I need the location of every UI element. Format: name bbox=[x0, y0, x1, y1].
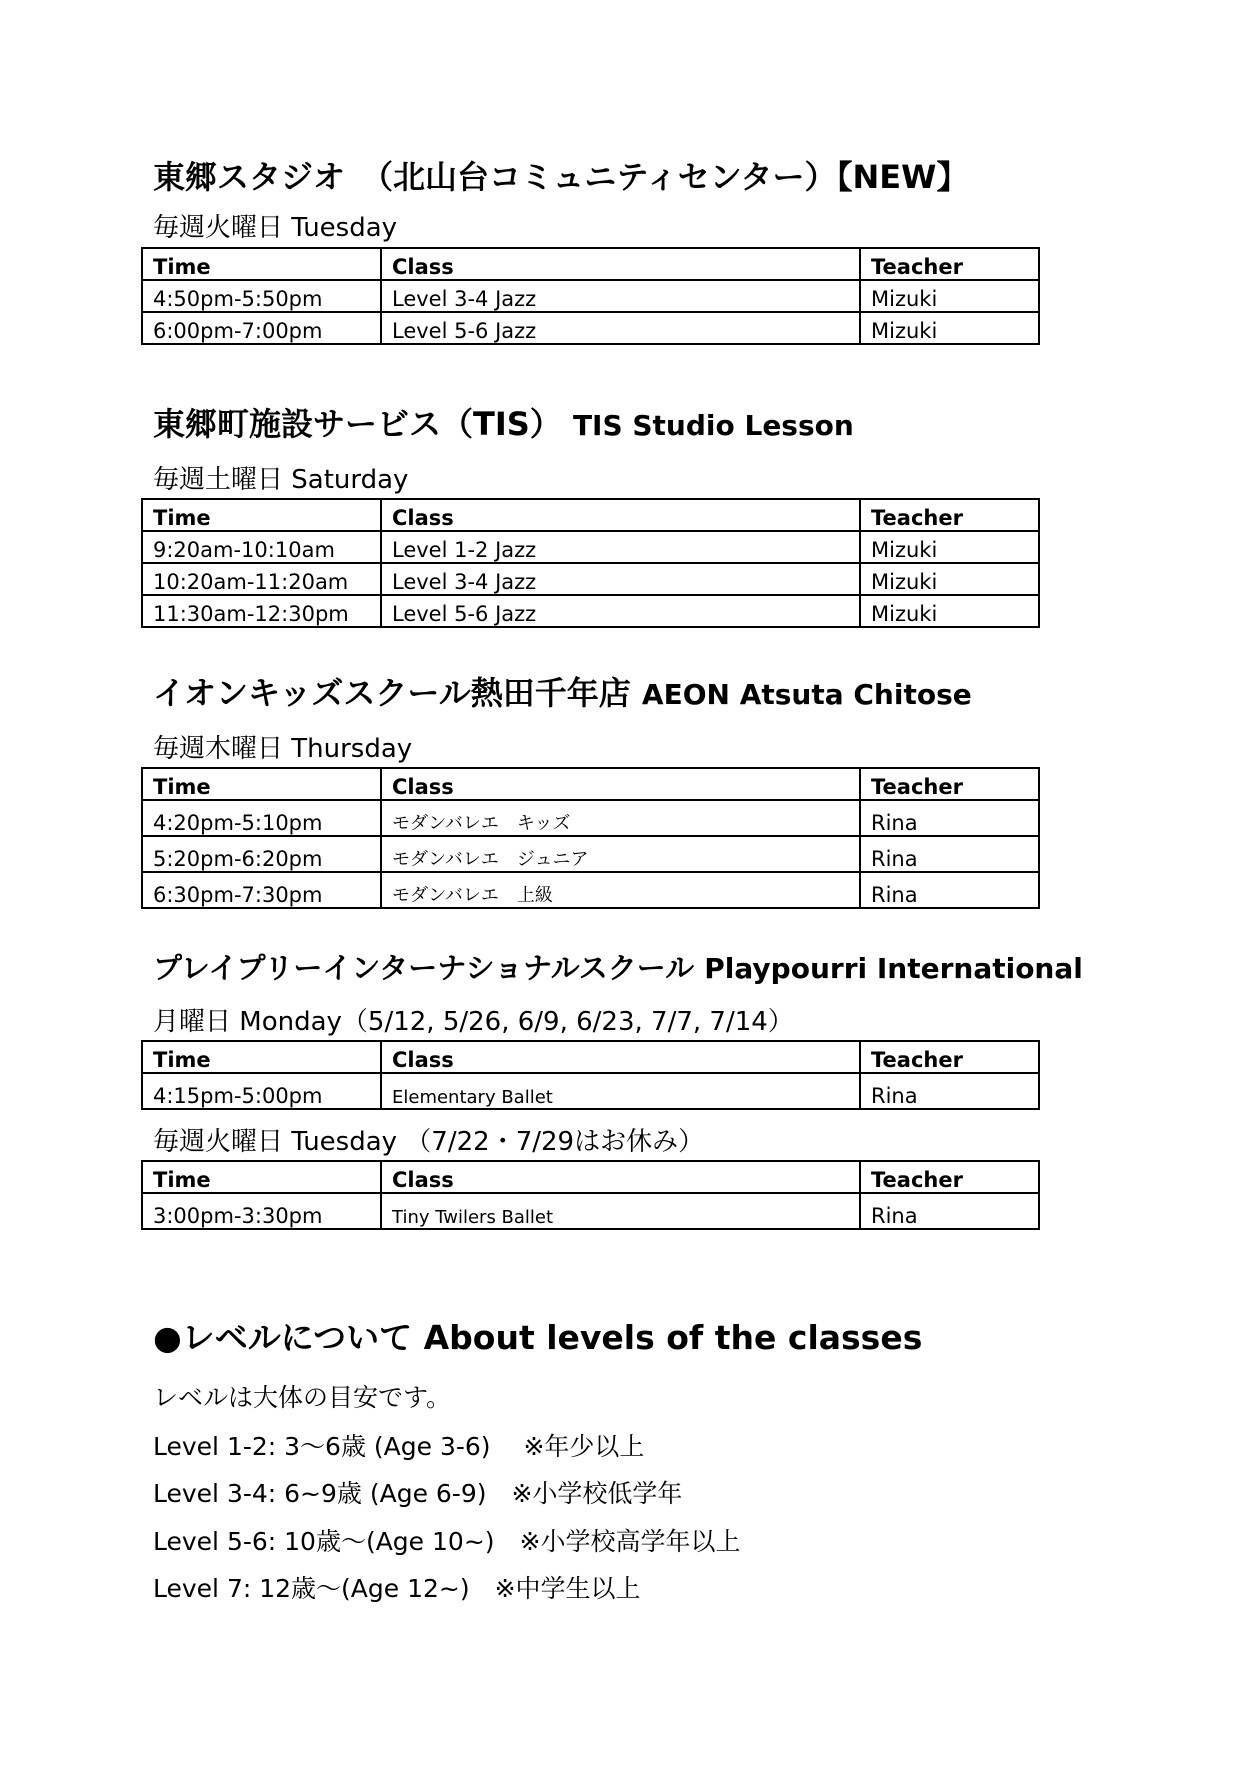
schedule-table-playpourri-tuesday bbox=[141, 1160, 1040, 1230]
header-time: Time bbox=[142, 499, 381, 531]
header-class: Class bbox=[381, 768, 860, 800]
section-title-jp: 東郷町施設サービス（TIS） bbox=[153, 405, 562, 443]
cell-class: モダンバレエ 上級 bbox=[381, 872, 860, 908]
cell-time: 5:20pm-6:20pm bbox=[142, 836, 381, 872]
header-teacher: Teacher bbox=[860, 499, 1039, 531]
cell-teacher: Rina bbox=[860, 872, 1039, 908]
level-item: Level 3-4: 6~9歳 (Age 6-9) ※小学校低学年 bbox=[153, 1479, 683, 1508]
header-teacher: Teacher bbox=[860, 248, 1039, 280]
cell-teacher: Mizuki bbox=[860, 280, 1039, 312]
section-title-aeon bbox=[153, 668, 972, 714]
cell-class: Level 5-6 Jazz bbox=[381, 595, 860, 627]
table-row bbox=[142, 563, 1039, 595]
header-class: Class bbox=[381, 1041, 860, 1073]
cell-time: 4:50pm-5:50pm bbox=[142, 280, 381, 312]
levels-note: レベルは大体の目安です。 bbox=[153, 1383, 452, 1412]
cell-time: 3:00pm-3:30pm bbox=[142, 1193, 381, 1229]
table-row bbox=[142, 800, 1039, 836]
header-time: Time bbox=[142, 1161, 381, 1193]
cell-time: 9:20am-10:10am bbox=[142, 531, 381, 563]
cell-time: 6:30pm-7:30pm bbox=[142, 872, 381, 908]
header-time: Time bbox=[142, 1041, 381, 1073]
cell-time: 6:00pm-7:00pm bbox=[142, 312, 381, 344]
section-title-jp: イオンキッズスクール熱田千年店 bbox=[153, 674, 631, 712]
schedule-day: 毎週木曜日 Thursday bbox=[153, 734, 413, 764]
cell-class: Elementary Ballet bbox=[381, 1073, 860, 1109]
cell-teacher: Rina bbox=[860, 836, 1039, 872]
levels-title: ●レベルについて About levels of the classes bbox=[153, 1318, 923, 1357]
cell-time: 4:20pm-5:10pm bbox=[142, 800, 381, 836]
table-row bbox=[142, 531, 1039, 563]
section-title-en: AEON Atsuta Chitose bbox=[641, 678, 972, 711]
cell-class: Level 3-4 Jazz bbox=[381, 563, 860, 595]
table-header-row bbox=[142, 499, 1039, 531]
schedule-table-togo-studio bbox=[141, 247, 1040, 345]
schedule-table-playpourri-monday bbox=[141, 1040, 1040, 1110]
table-row bbox=[142, 872, 1039, 908]
header-class: Class bbox=[381, 248, 860, 280]
schedule-day: 毎週火曜日 Tuesday （7/22・7/29はお休み） bbox=[153, 1127, 705, 1157]
section-title-en: TIS Studio Lesson bbox=[572, 409, 854, 442]
header-class: Class bbox=[381, 499, 860, 531]
section-title-jp: 東郷スタジオ （北山台コミュニティセンター）【NEW】 bbox=[153, 158, 969, 196]
cell-class: モダンバレエ ジュニア bbox=[381, 836, 860, 872]
table-row bbox=[142, 836, 1039, 872]
table-row bbox=[142, 595, 1039, 627]
level-item: Level 1-2: 3～6歳 (Age 3-6) ※年少以上 bbox=[153, 1432, 645, 1461]
cell-teacher: Rina bbox=[860, 1073, 1039, 1109]
cell-teacher: Mizuki bbox=[860, 563, 1039, 595]
table-row bbox=[142, 1193, 1039, 1229]
cell-time: 11:30am-12:30pm bbox=[142, 595, 381, 627]
section-title-togo-studio bbox=[153, 152, 968, 198]
schedule-table-tis bbox=[141, 498, 1040, 628]
level-item: Level 7: 12歳～(Age 12~) ※中学生以上 bbox=[153, 1574, 641, 1603]
cell-time: 4:15pm-5:00pm bbox=[142, 1073, 381, 1109]
schedule-day: 毎週土曜日 Saturday bbox=[153, 465, 409, 495]
level-item: Level 5-6: 10歳～(Age 10~) ※小学校高学年以上 bbox=[153, 1527, 741, 1556]
cell-teacher: Mizuki bbox=[860, 312, 1039, 344]
cell-teacher: Rina bbox=[860, 1193, 1039, 1229]
header-class: Class bbox=[381, 1161, 860, 1193]
table-row bbox=[142, 1073, 1039, 1109]
cell-teacher: Mizuki bbox=[860, 595, 1039, 627]
cell-class: Level 1-2 Jazz bbox=[381, 531, 860, 563]
section-title-en: Playpourri International bbox=[704, 952, 1083, 985]
table-row bbox=[142, 280, 1039, 312]
section-title-jp: プレイプリーインターナショナルスクール bbox=[153, 951, 695, 985]
cell-class: Level 5-6 Jazz bbox=[381, 312, 860, 344]
table-row bbox=[142, 312, 1039, 344]
header-time: Time bbox=[142, 768, 381, 800]
section-title-tis bbox=[153, 399, 854, 445]
table-header-row bbox=[142, 1161, 1039, 1193]
table-header-row bbox=[142, 768, 1039, 800]
cell-teacher: Mizuki bbox=[860, 531, 1039, 563]
header-teacher: Teacher bbox=[860, 768, 1039, 800]
schedule-day: 毎週火曜日 Tuesday bbox=[153, 213, 398, 243]
schedule-table-aeon bbox=[141, 767, 1040, 909]
table-header-row bbox=[142, 1041, 1039, 1073]
cell-teacher: Rina bbox=[860, 800, 1039, 836]
cell-time: 10:20am-11:20am bbox=[142, 563, 381, 595]
header-teacher: Teacher bbox=[860, 1041, 1039, 1073]
table-header-row bbox=[142, 248, 1039, 280]
header-teacher: Teacher bbox=[860, 1161, 1039, 1193]
header-time: Time bbox=[142, 248, 381, 280]
schedule-day: 月曜日 Monday（5/12, 5/26, 6/9, 6/23, 7/7, 7/14） bbox=[153, 1007, 794, 1037]
section-title-playpourri bbox=[153, 946, 1083, 987]
cell-class: Level 3-4 Jazz bbox=[381, 280, 860, 312]
cell-class: Tiny Twilers Ballet bbox=[381, 1193, 860, 1229]
cell-class: モダンバレエ キッズ bbox=[381, 800, 860, 836]
